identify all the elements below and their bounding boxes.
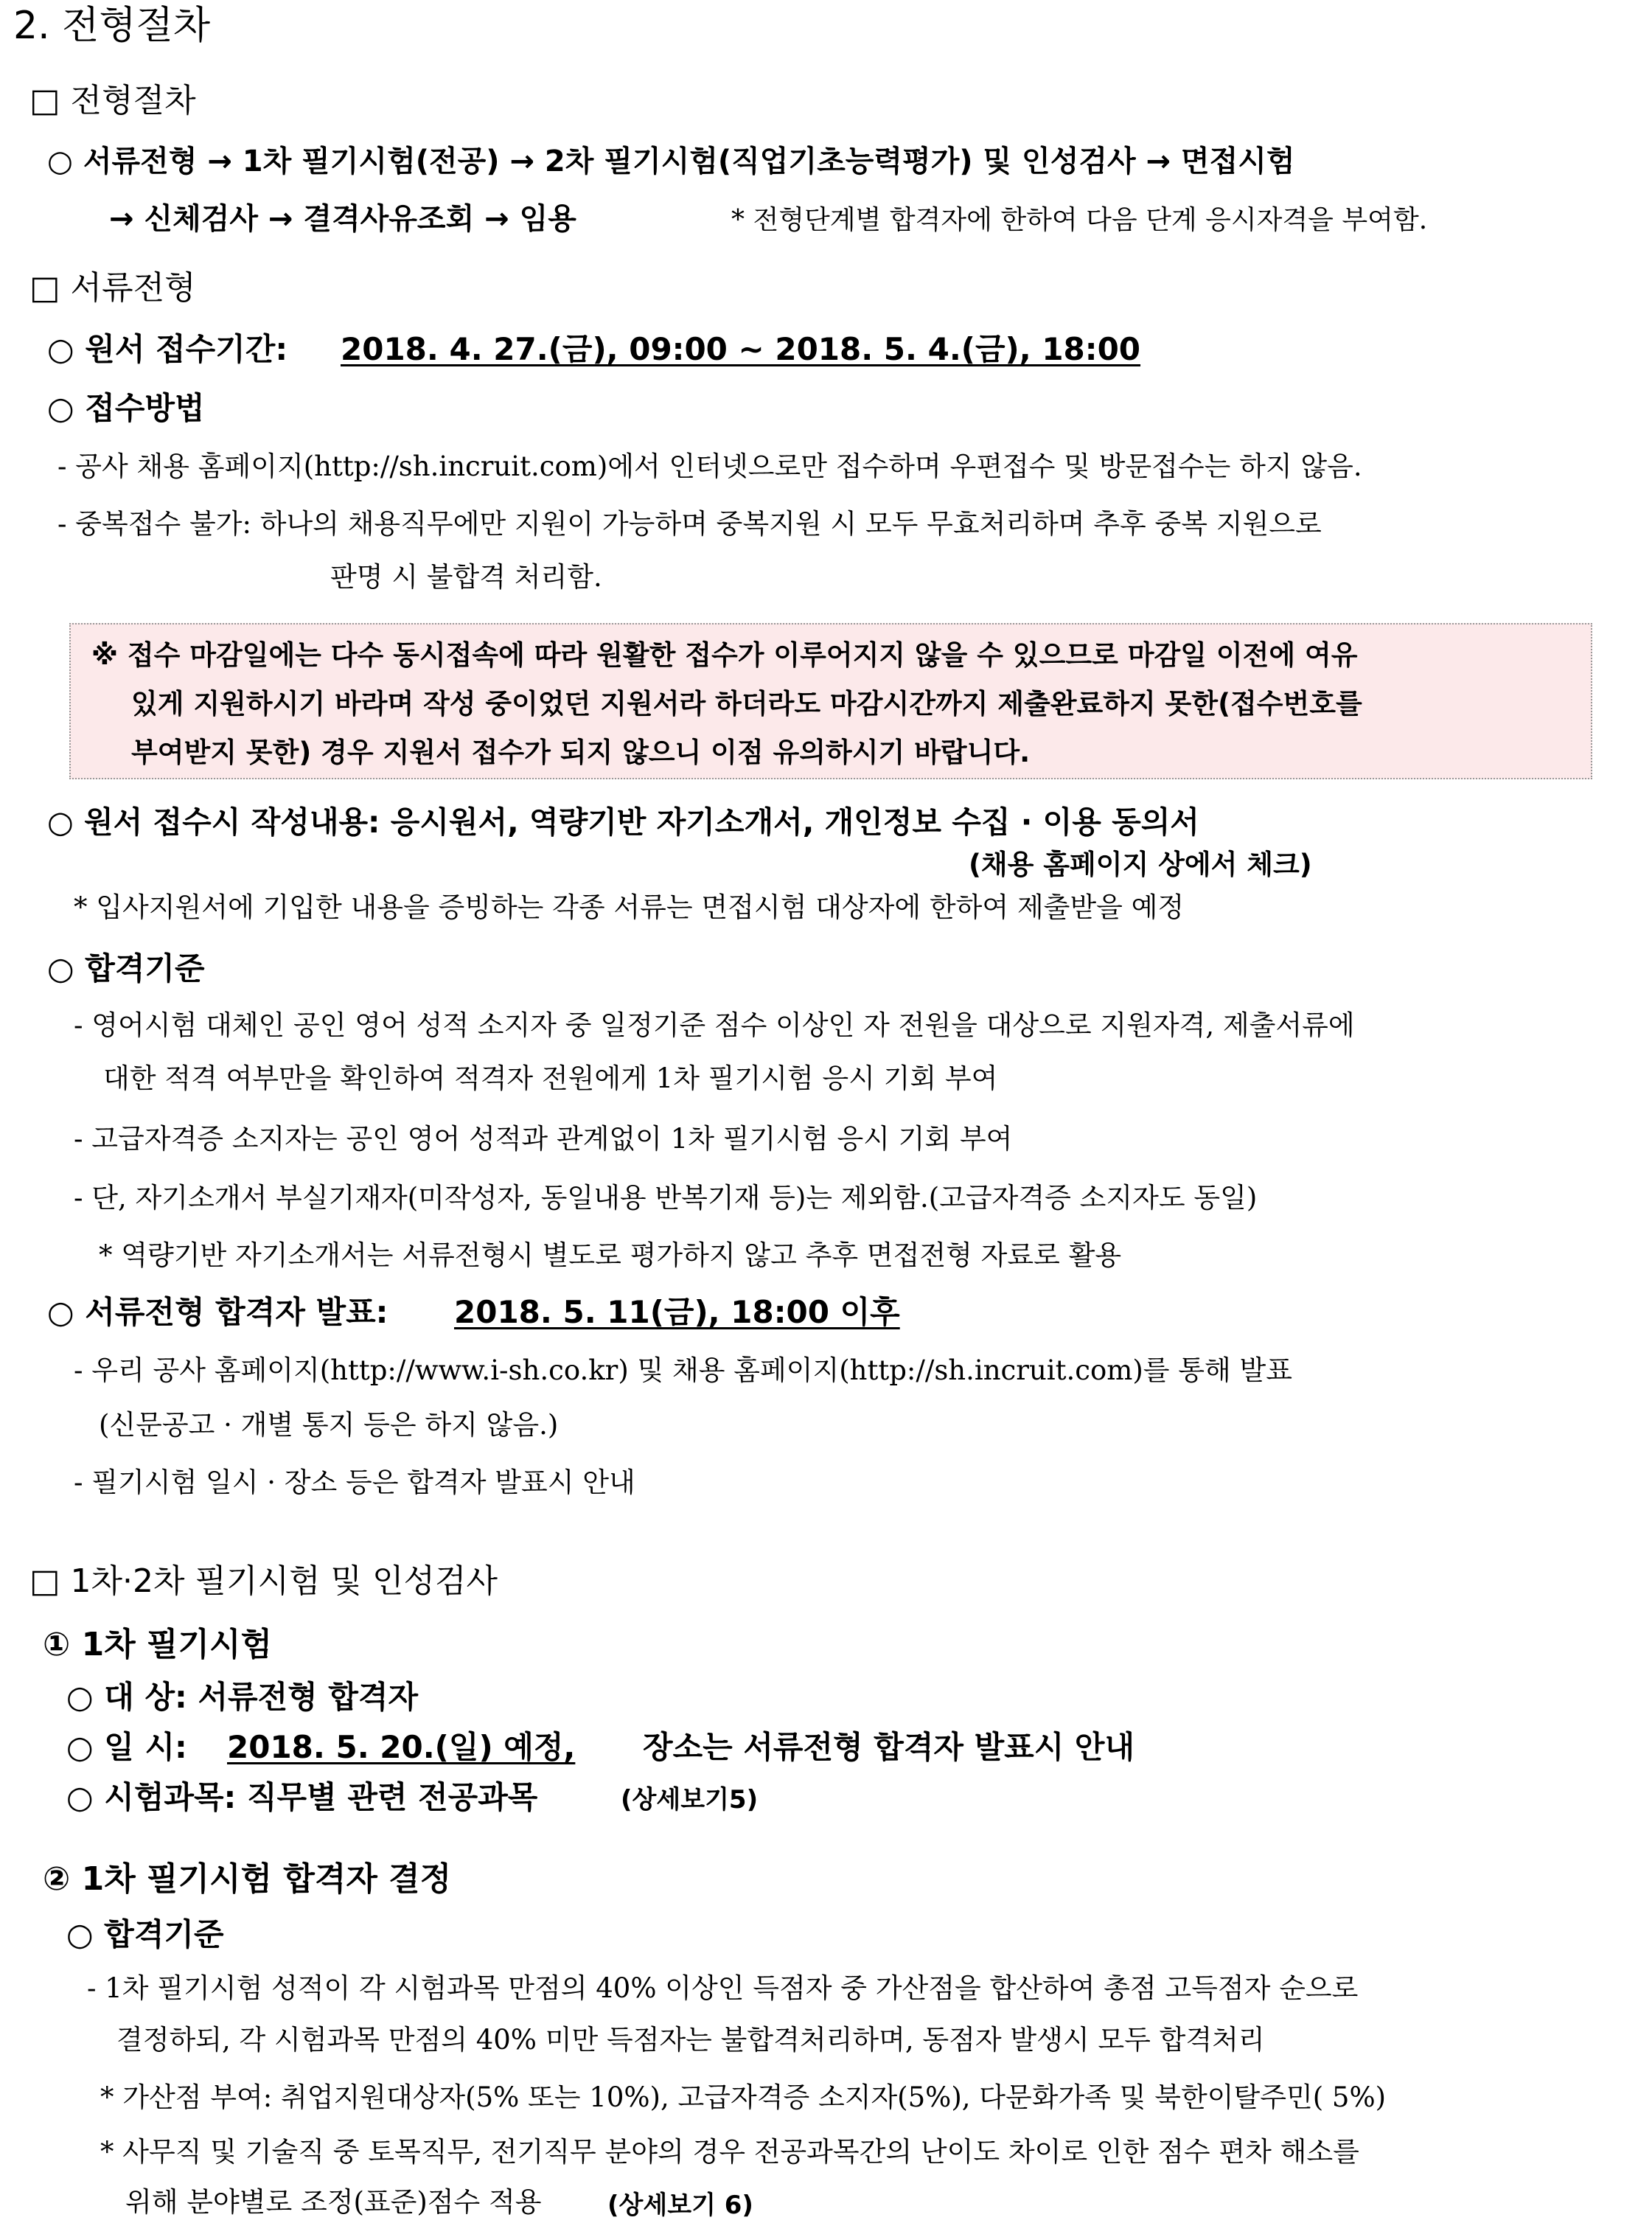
section-title: 2. 전형절차 [13, 4, 211, 48]
written-exam-1-target: ○ 대 상: 서류전형 합격자 [66, 1679, 419, 1715]
application-method-item-2: - 중복접수 불가: 하나의 채용직무에만 지원이 가능하며 중복지원 시 모두 무효처리하며 추후 중복 지원으로 [57, 508, 1322, 540]
announcement-item-1: - 우리 공사 홈페이지(http://www.i-sh.co.kr) 및 채용 홈페이지(http://sh.incruit.com)를 통해 발표 [74, 1354, 1293, 1386]
procedure-flow-line-2: → 신체검사 → 결격사유조회 → 임용 [109, 202, 576, 236]
written-exam-2-note-2-ref: (상세보기 6) [607, 2191, 753, 2220]
application-period-value: 2018. 4. 27.(금), 09:00 ~ 2018. 5. 4.(금), 18:00 [341, 331, 1141, 367]
application-period-label: ○ 원서 접수기간: [47, 331, 288, 367]
written-exam-2-item-1-cont: 결정하되, 각 시험과목 만점의 40% 미만 득점자는 불합격처리하며, 동점자 발생시 모두 합격처리 [116, 2024, 1265, 2056]
written-exam-2-item-1: - 1차 필기시험 성적이 각 시험과목 만점의 40% 이상인 득점자 중 가산점을 합산하여 총점 고득점자 순으로 [87, 1972, 1359, 2004]
application-contents-sub: (채용 홈페이지 상에서 체크) [969, 849, 1312, 880]
announcement-date: 2018. 5. 11(금), 18:00 이후 [454, 1294, 900, 1330]
written-exam-1-subject: ○ 시험과목: 직무별 관련 전공과목 [66, 1779, 538, 1815]
pass-criteria-note: * 역량기반 자기소개서는 서류전형시 별도로 평가하지 않고 추후 면접전형 자료로 활용 [99, 1239, 1122, 1271]
pass-criteria-item-1-cont: 대한 적격 여부만을 확인하여 적격자 전원에게 1차 필기시험 응시 기회 부여 [103, 1062, 998, 1094]
application-method-item-1: - 공사 채용 홈페이지(http://sh.incruit.com)에서 인터넷으로만 접수하며 우편접수 및 방문접수는 하지 않음. [57, 450, 1362, 482]
written-exam-1-date-rest: 장소는 서류전형 합격자 발표시 안내 [643, 1729, 1135, 1765]
written-exam-2-note-1: * 가산점 부여: 취업지원대상자(5% 또는 10%), 고급자격증 소지자(5%), 다문화가족 및 북한이탈주민( 5%) [100, 2081, 1387, 2113]
notice-line-3: 부여받지 못한) 경우 지원서 접수가 되지 않으니 이점 유의하시기 바랍니다. [131, 737, 1031, 768]
pass-criteria-item-3: - 단, 자기소개서 부실기재자(미작성자, 동일내용 반복기재 등)는 제외함.(고급자격증 소지자도 동일) [74, 1182, 1258, 1214]
announcement-item-1-cont: (신문공고 · 개별 통지 등은 하지 않음.) [99, 1409, 559, 1441]
written-exam-2-title: ② 1차 필기시험 합격자 결정 [43, 1860, 452, 1898]
application-contents-note: * 입사지원서에 기입한 내용을 증빙하는 각종 서류는 면접시험 대상자에 한하여 제출받을 예정 [74, 891, 1185, 923]
written-exam-1-subject-ref: (상세보기5) [621, 1785, 759, 1815]
procedure-header: □ 전형절차 [29, 82, 196, 119]
notice-line-2: 있게 지원하시기 바라며 작성 중이었던 지원서라 하더라도 마감시간까지 제출완료하지 못한(접수번호를 [131, 688, 1362, 720]
pass-criteria-label: ○ 합격기준 [47, 950, 205, 987]
written-exam-1-title: ① 1차 필기시험 [43, 1626, 273, 1663]
procedure-flow-line-1: ○ 서류전형 → 1차 필기시험(전공) → 2차 필기시험(직업기초능력평가) 및 인성검사 → 면접시험 [47, 145, 1295, 178]
application-method-item-2-cont: 판명 시 불합격 처리함. [330, 561, 602, 593]
pass-criteria-item-1: - 영어시험 대체인 공인 영어 성적 소지자 중 일정기준 점수 이상인 자 전원을 대상으로 지원자격, 제출서류에 [74, 1009, 1355, 1041]
pass-criteria-item-2: - 고급자격증 소지자는 공인 영어 성적과 관계없이 1차 필기시험 응시 기회 부여 [74, 1123, 1013, 1155]
announcement-item-2: - 필기시험 일시 · 장소 등은 합격자 발표시 안내 [74, 1467, 635, 1498]
procedure-flow-note: * 전형단계별 합격자에 한하여 다음 단계 응시자격을 부여함. [731, 205, 1428, 235]
written-exam-1-date-label: ○ 일 시: [66, 1729, 187, 1765]
document-screening-header: □ 서류전형 [29, 269, 196, 307]
written-exam-header: □ 1차·2차 필기시험 및 인성검사 [29, 1562, 498, 1600]
written-exam-1-date-value: 2018. 5. 20.(일) 예정, [227, 1729, 576, 1765]
written-exam-2-criteria-label: ○ 합격기준 [66, 1916, 224, 1952]
written-exam-2-note-2-cont: 위해 분야별로 조정(표준)점수 적용 [125, 2186, 542, 2218]
notice-line-1: ※ 접수 마감일에는 다수 동시접속에 따라 원활한 접수가 이루어지지 않을 수 있으므로 마감일 이전에 여유 [91, 639, 1358, 671]
application-method-label: ○ 접수방법 [47, 390, 205, 426]
written-exam-2-note-2: * 사무직 및 기술직 중 토목직무, 전기직무 분야의 경우 전공과목간의 난이도 차이로 인한 점수 편차 해소를 [100, 2136, 1359, 2168]
announcement-label: ○ 서류전형 합격자 발표: [47, 1294, 388, 1330]
application-contents-line: ○ 원서 접수시 작성내용: 응시원서, 역량기반 자기소개서, 개인정보 수집 · 이용 동의서 [47, 804, 1199, 840]
